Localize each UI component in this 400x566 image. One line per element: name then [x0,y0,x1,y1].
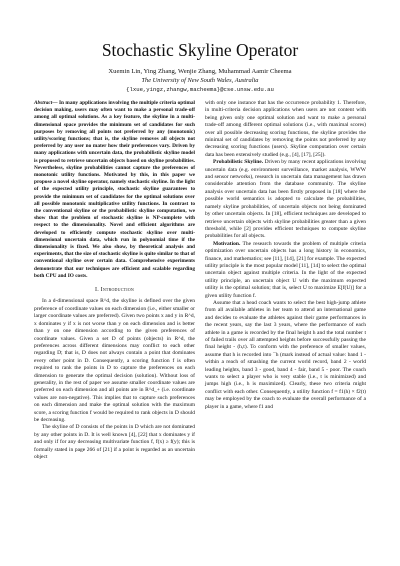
probabilistic-skyline-paragraph [205,159,366,240]
abstract-text: — In many applications involving the multiple criteria optimal decision making, users may often want to make a personal trade-off among all optimal solutions. As a key feature, the skyline in a multi-dimensional space provides the minimum set of candidates for such purposes by removing all points not preferred by any (monotonic) utility/scoring functions; that is, the skyline removes all objects not preferred by any user no mater how their preferences vary. Driven by many applications with uncertain data, the probabilistic skyline model is proposed to retrieve uncertain objects based on skyline probabilities. Nevertheless, skyline probabilities cannot capture the preferences of monotonic utility functions. Motivated by this, in this paper we propose a novel skyline operator, namely stochastic skyline. In the light of the expected utility principle, stochastic skyline guarantees to provide the minimum set of candidates for the optimal solutions over all possible monotonic multiplicative utility functions. In contrast to the conventional skyline or the probabilistic skyline computation, we show that the problem of stochastic skyline is NP-complete with respect to the dimensionality. Novel and efficient algorithms are developed to efficiently compute stochastic skyline over multi-dimensional uncertain data, which run in polynomial time if the dimensionality is fixed. We also show, by theoretical analysis and experiments, that the size of stochastic skyline is quite similar to that of conventional skyline over certain data. Comprehensive experiments demonstrate that our techniques are efficient and scalable regarding both CPU and IO costs. [34,100,195,279]
abstract [34,100,195,280]
author-emails: {lxue,yingz,zhangw,macheema}@cse.unsw.edu.au [126,86,274,93]
left-column [34,100,195,461]
affiliation: The University of New South Wales, Australia [141,77,259,84]
motivation-paragraph [205,241,366,300]
probabilistic-skyline-text: Driven by many recent applications involving uncertain data (e.g. environment surveillance, market analysis, WWW and sensor networks), research in uncertain data management has drawn considerable attention from the database community. The skyline analysis over uncertain data has been firstly proposed in [18] where the possible world semantics is adopted to calculate the probabilities, namely skyline probabilities, of uncertain objects not being dominated by other uncertain objects. In [18], efficient techniques are developed to retrieve uncertain objects with skyline probabilities greater than a given threshold, while [2] provides efficient techniques to compute skyline probabilities for all objects. [205,159,366,240]
section-heading-introduction: I. Introduction [95,287,134,294]
abstract-label: Abstract [34,100,53,106]
motivation-label: Motivation. [213,240,241,247]
author-list: Xuemin Lin, Ying Zhang, Wenjie Zhang, Muhammad Aamir Cheema [108,68,292,75]
probabilistic-skyline-label: Probabilistic Skyline. [213,159,264,166]
right-column [205,100,366,411]
motivation-text: The research towards the problem of multiple criteria optimization over uncertain objects has a long history in economics, finance, and mathematics; see [11], [14], [21] for example. The expected utility principle is the most popular model [11], [14] to select the optimal uncertain object against multiple criteria. In the light of the expected utility principle, an uncertain object U with the maximum expected utility is the optimal solution; that is, select U to maximize E[f(U)] for a given utility function f. [205,240,366,299]
right-paragraph-1: with only one instance that has the occurrence probability 1. Therefore, in multi-criteria decision applications when users are not content with being given only one optimal solution and want to make a personal trade-off among different optimal solutions (i.e., with maximal scores) over all possible decreasing scoring functions, the skyline provides the minimal set of candidates by removing the points not preferred by any decreasing scoring functions (users). Skyline computation over certain data has been extensively studied (e.g., [4], [17], [25]). [205,100,366,158]
intro-paragraph-1: In a d-dimensional space R^d, the skyline is defined over the given preference of coordinate values on each dimension (i.e., either smaller or larger coordinate values are preferred). Given two points x and y in R^d, x dominates y if x is not worse than y on each dimension and is better than y on one dimension according to the given preferences of coordinate values. Given a set D of points (objects) in R^d, the preferences across different dimensions may conflict to each other regarding D; that is, D does not always contain a point that dominates every other point in D. Consequently, a scoring function f is often required to rank the points in D to capture the preferences on each dimension to generate the optimal decision (solution). Without loss of generality, in the rest of paper we assume smaller coordinate values are preferred on each dimension and all points are in R^d_+ (i.e. coordinate values are non-negative). This implies that to capture such preferences on each dimension and make the optimal solution with the maximum score, a scoring function f would be required to rank objects in D should be decreasing. [34,298,195,423]
right-paragraph-4: Assume that a head coach wants to select the best high-jump athlete from all available athletes in her team to attend an international game and decides to evaluate the athletes against their game performances in the recent years, say the last 3 years, where the performance of each athlete in a game is recorded by the final height h and the total number t of failed trails over all attempted heights before successfully passing the final height - (h,t). To conform with the preference of smaller values, assume that h is recorded into ¯h (mark instead of actual value: band 1 - within a reach of smashing the current world record, band 2 - world leading heights, band 3 - good, band 4 - fair, band 5 - poor. The coach wants to select a player who is very stable (i.e., t is minimized) and jumps high (i.e., h is maximized). Clearly, these two criteria might conflict with each other. Consequently, a utility function f = f1(h) × f2(t) may be employed by the coach to evaluate the overall performance of a player in a game, where f1 and [205,299,366,410]
intro-paragraph-2: The skyline of D consists of the points in D which are not dominated by any other points in D. It is well known [4], [22] that x dominates y if and only if for any decreasing multivariate function f, f(x) ≥ f(y); this is formally stated in page 266 of [21] if a point is regarded as an uncertain object [34,424,195,461]
paper-title: Stochastic Skyline Operator [101,40,299,60]
